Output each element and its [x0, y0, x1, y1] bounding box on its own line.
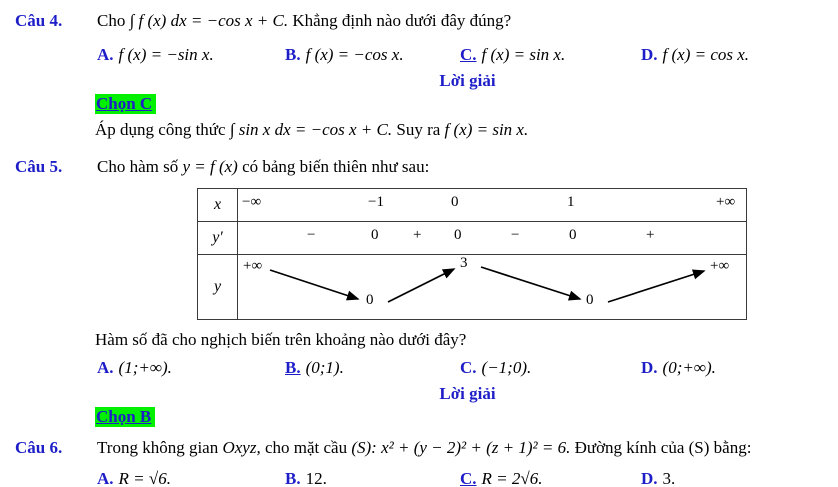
y-prime-sign: 0: [371, 227, 379, 243]
option-b: [285, 42, 460, 68]
option-c-letter: C.: [460, 45, 477, 64]
row-header-y-prime: y′: [198, 222, 238, 254]
solution-heading: Lời giải: [439, 71, 496, 90]
question-5-formula: y = f (x): [182, 157, 238, 176]
option-a-letter: A.: [97, 358, 114, 377]
option-a: [97, 42, 285, 68]
arrow-up-icon: [608, 271, 704, 302]
option-c: [460, 42, 641, 68]
option-d-letter: D.: [641, 45, 658, 64]
y-prime-sign: −: [511, 227, 520, 243]
y-value: 3: [460, 255, 468, 271]
option-a: [97, 466, 285, 487]
option-a-letter: A.: [97, 45, 114, 64]
variation-table-row-x: [198, 189, 746, 221]
option-c-text: (−1;0).: [481, 358, 532, 377]
explanation-formula: ∫ sin x dx = −cos x + C.: [229, 120, 393, 139]
option-b-text: f (x) = −cos x.: [305, 45, 404, 64]
option-d-text: (0;+∞).: [662, 358, 716, 377]
question-6-options: [0, 466, 838, 487]
option-b-letter: B.: [285, 358, 301, 377]
option-c-letter: C.: [460, 469, 477, 487]
option-c-letter: C.: [460, 358, 477, 377]
question-6-label: Câu 6.: [15, 438, 63, 457]
row-header-x: x: [198, 189, 238, 221]
x-value: +∞: [716, 194, 736, 210]
option-b: [285, 355, 460, 381]
option-b-text: (0;1).: [305, 358, 344, 377]
option-d-letter: D.: [641, 469, 658, 487]
question-4-stem: [0, 8, 838, 34]
y-prime-sign: −: [307, 227, 316, 243]
y-value: 0: [586, 292, 594, 308]
question-4-explanation: [0, 116, 838, 144]
option-d: [641, 42, 838, 68]
option-b-text: 12.: [305, 469, 327, 487]
arrow-down-icon: [270, 270, 358, 299]
question-6-formula: (S): x² + (y − 2)² + (z + 1)² = 6.: [351, 438, 571, 457]
question-6-stem: [0, 435, 838, 461]
question-4-formula: ∫ f (x) dx = −cos x + C.: [129, 11, 289, 30]
option-a-letter: A.: [97, 469, 114, 487]
x-value: 0: [451, 194, 459, 210]
y-prime-sign: 0: [569, 227, 577, 243]
question-6-text: cho mặt cầu: [264, 438, 348, 457]
x-value: 1: [567, 194, 575, 210]
arrow-up-icon: [388, 269, 454, 302]
explanation-text: Áp dụng công thức: [95, 120, 226, 139]
question-6-space: Oxyz,: [222, 438, 261, 457]
option-c: [460, 355, 641, 381]
question-4-label: Câu 4.: [15, 11, 63, 30]
option-d: [641, 466, 838, 487]
arrow-down-icon: [481, 267, 580, 299]
question-5-text: có bảng biến thiên như sau:: [242, 157, 430, 176]
trend-arrows: [238, 255, 746, 319]
option-a-text: R = √6.: [118, 469, 171, 487]
y-value: +∞: [710, 258, 730, 274]
y-value: +∞: [243, 258, 263, 274]
option-b-letter: B.: [285, 469, 301, 487]
option-a-text: (1;+∞).: [118, 358, 172, 377]
question-6-intro: Trong không gian: [97, 438, 219, 457]
y-value: 0: [366, 292, 374, 308]
y-prime-sign: +: [646, 227, 655, 243]
question-4-options: [0, 42, 838, 68]
variation-table-row-y-prime: [198, 221, 746, 254]
y-prime-sign: +: [413, 227, 422, 243]
answer-choice-badge: Chọn B: [95, 407, 155, 427]
option-d-text: f (x) = cos x.: [662, 45, 750, 64]
question-5-options: [0, 355, 838, 381]
option-c-text: f (x) = sin x.: [481, 45, 566, 64]
question-4-intro: Cho: [97, 11, 126, 30]
answer-choice-row: [0, 93, 838, 115]
option-c-text: R = 2√6.: [481, 469, 543, 487]
answer-choice-row: [0, 406, 838, 428]
solution-heading: Lời giải: [439, 384, 496, 403]
option-d: [641, 355, 838, 381]
option-b-letter: B.: [285, 45, 301, 64]
question-5-label: Câu 5.: [15, 157, 63, 176]
question-4-text: Khẳng định nào dưới đây đúng?: [292, 11, 512, 30]
option-c: [460, 466, 641, 487]
x-value: −1: [368, 194, 384, 210]
option-a-text: f (x) = −sin x.: [118, 45, 214, 64]
variation-table-row-y: [198, 254, 746, 319]
option-d-text: 3.: [662, 469, 676, 487]
explanation-formula-2: f (x) = sin x.: [444, 120, 529, 139]
question-5-text-2: Hàm số đã cho nghịch biến trên khoảng nào dưới đây?: [95, 330, 467, 349]
row-header-y: y: [198, 255, 238, 319]
question-5-intro: Cho hàm số: [97, 157, 179, 176]
option-a: [97, 355, 285, 381]
answer-choice-badge: Chọn C: [95, 94, 156, 114]
variation-table: [197, 188, 747, 320]
option-d-letter: D.: [641, 358, 658, 377]
option-b: [285, 466, 460, 487]
question-6-question: Đường kính của (S) bằng:: [574, 438, 752, 457]
explanation-text-2: Suy ra: [396, 120, 441, 139]
question-5-stem: [0, 154, 838, 180]
x-value: −∞: [242, 194, 262, 210]
y-prime-sign: 0: [454, 227, 462, 243]
